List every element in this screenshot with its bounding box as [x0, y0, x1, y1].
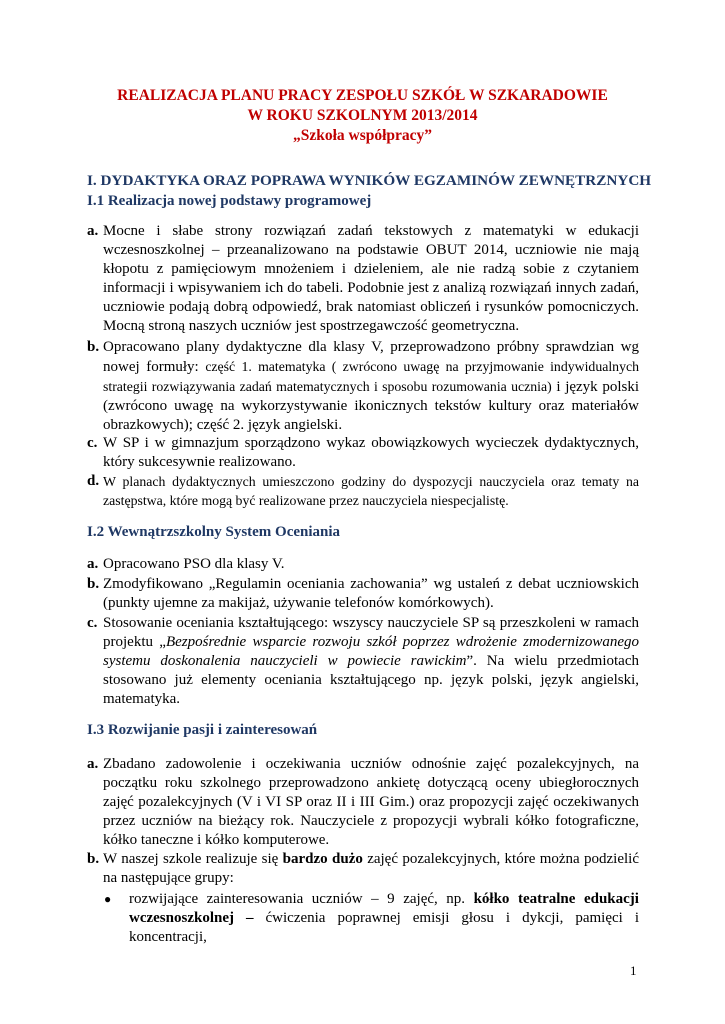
subsection-heading-1-1: I.1 Realizacja nowej podstawy programowej [87, 193, 372, 209]
subsection-heading-1-2: I.2 Wewnątrzszkolny System Oceniania [87, 524, 341, 540]
list-item-1-1-d [87, 472, 639, 510]
list-item-text: Stosowanie oceniania kształtującego: wszyscy nauczyciele SP są przeszkoleni w ramach projektu „Bezpośrednie wsparcie rozwoju szkół poprzez wdrożenie zmodernizowanego systemu doskonalenia nauczycieli w powiecie rawickim”. Na wielu przedmiotach stosowano już elementy oceniania kształtującego np. język polski, język angielski, matematyka. [103, 615, 639, 708]
list-item-text: W SP i w gimnazjum sporządzono wykaz obowiązkowych wycieczek dydaktycznych, który sukcesywnie realizowano. [103, 435, 639, 471]
list-item-1-1-a [87, 222, 639, 337]
list-item-1-3-a [87, 755, 639, 850]
list-label: a. [87, 756, 99, 772]
document-title-line1: REALIZACJA PLANU PRACY ZESPOŁU SZKÓŁ W SZKARADOWIE [117, 87, 608, 104]
bullet-item-text: rozwijające zainteresowania uczniów – 9 zajęć, np. kółko teatralne edukacji wczesnoszkolnej – ćwiczenia poprawnej emisji głosu i dykcji, pamięci i koncentracji, [129, 891, 639, 946]
list-item-1-2-a [87, 555, 639, 574]
list-item-1-2-c [87, 614, 639, 709]
list-item-1-3-b [87, 850, 639, 888]
list-item-1-1-c [87, 434, 639, 472]
list-label: a. [87, 556, 99, 572]
bullet-icon: ● [104, 892, 112, 906]
list-label: b. [87, 576, 100, 592]
list-item-text: W naszej szkole realizuje się bardzo dużo zajęć pozalekcyjnych, które można podzielić na następujące grupy: [103, 851, 640, 887]
list-label: c. [87, 615, 98, 631]
list-item-1-1-b [87, 338, 639, 435]
list-label: a. [87, 223, 99, 239]
list-label: c. [87, 435, 98, 451]
list-label: b. [87, 851, 100, 867]
page-number: 1 [630, 963, 637, 978]
list-item-text: Opracowano PSO dla klasy V. [103, 556, 285, 572]
section-heading-dydaktyka: I. DYDAKTYKA ORAZ POPRAWA WYNIKÓW EGZAMINÓW ZEWNĘTRZNYCH [87, 172, 652, 189]
list-label: d. [87, 473, 100, 489]
list-item-1-2-b [87, 575, 639, 613]
document-title-line3: „Szkoła współpracy” [292, 127, 433, 144]
subsection-heading-1-3: I.3 Rozwijanie pasji i zainteresowań [87, 722, 318, 738]
list-item-text: Opracowano plany dydaktyczne dla klasy V, przeprowadzono próbny sprawdzian wg nowej formuły: część 1. matematyka ( zwrócono uwagę na przyjmowanie indywidualnych strategii rozwiązywania zadań matematycznych i sposobu rozumowania ucznia) i język polski (zwrócono uwagę na wykorzystywanie ikonicznych tekstów kultury oraz materiałów obrazkowych); część 2. język angielski. [103, 339, 639, 434]
list-item-text: Zmodyfikowano „Regulamin oceniania zachowania” wg ustaleń z debat uczniowskich (punkty ujemne za makijaż, używanie telefonów komórkowych). [103, 576, 639, 612]
list-item-text: Zbadano zadowolenie i oczekiwania uczniów odnośnie zajęć pozalekcyjnych, na początku roku szkolnego przeprowadzono ankietę dotyczącą oceny ubiegłorocznych zajęć pozalekcyjnych (V i VI SP oraz II i III Gim.) oraz propozycji zajęć oczekiwanych przez uczniów na bieżący rok. Nauczyciele z propozycji wybrali kółko fotograficzne, kółko taneczne i kółko komputerowe. [103, 756, 639, 849]
list-label: b. [87, 339, 100, 355]
document-title-line2: W ROKU SZKOLNYM 2013/2014 [247, 107, 478, 124]
list-item-text: Mocne i słabe strony rozwiązań zadań tekstowych z matematyki w edukacji wczesnoszkolnej – przeanalizowano na podstawie OBUT 2014, uczniowie nie mają kłopotu z pamięciowym mnożeniem i dzieleniem, ale nie radzą sobie z czytaniem informacji i wpisywaniem ich do tabeli. Podobnie jest z analizą rozwiązań innych zadań, uczniowie podają dobrą odpowiedź, brak natomiast obliczeń i rysunków pomocniczych. Mocną stroną naszych uczniów jest spostrzegawczość geometryczna. [103, 223, 639, 335]
list-item-text: W planach dydaktycznych umieszczono godziny do dyspozycji nauczyciela oraz tematy na zastępstwa, które mogą być realizowane przez nauczyciela niespecjalistę. [103, 474, 639, 509]
bullet-item-zainteresowania [104, 890, 639, 947]
